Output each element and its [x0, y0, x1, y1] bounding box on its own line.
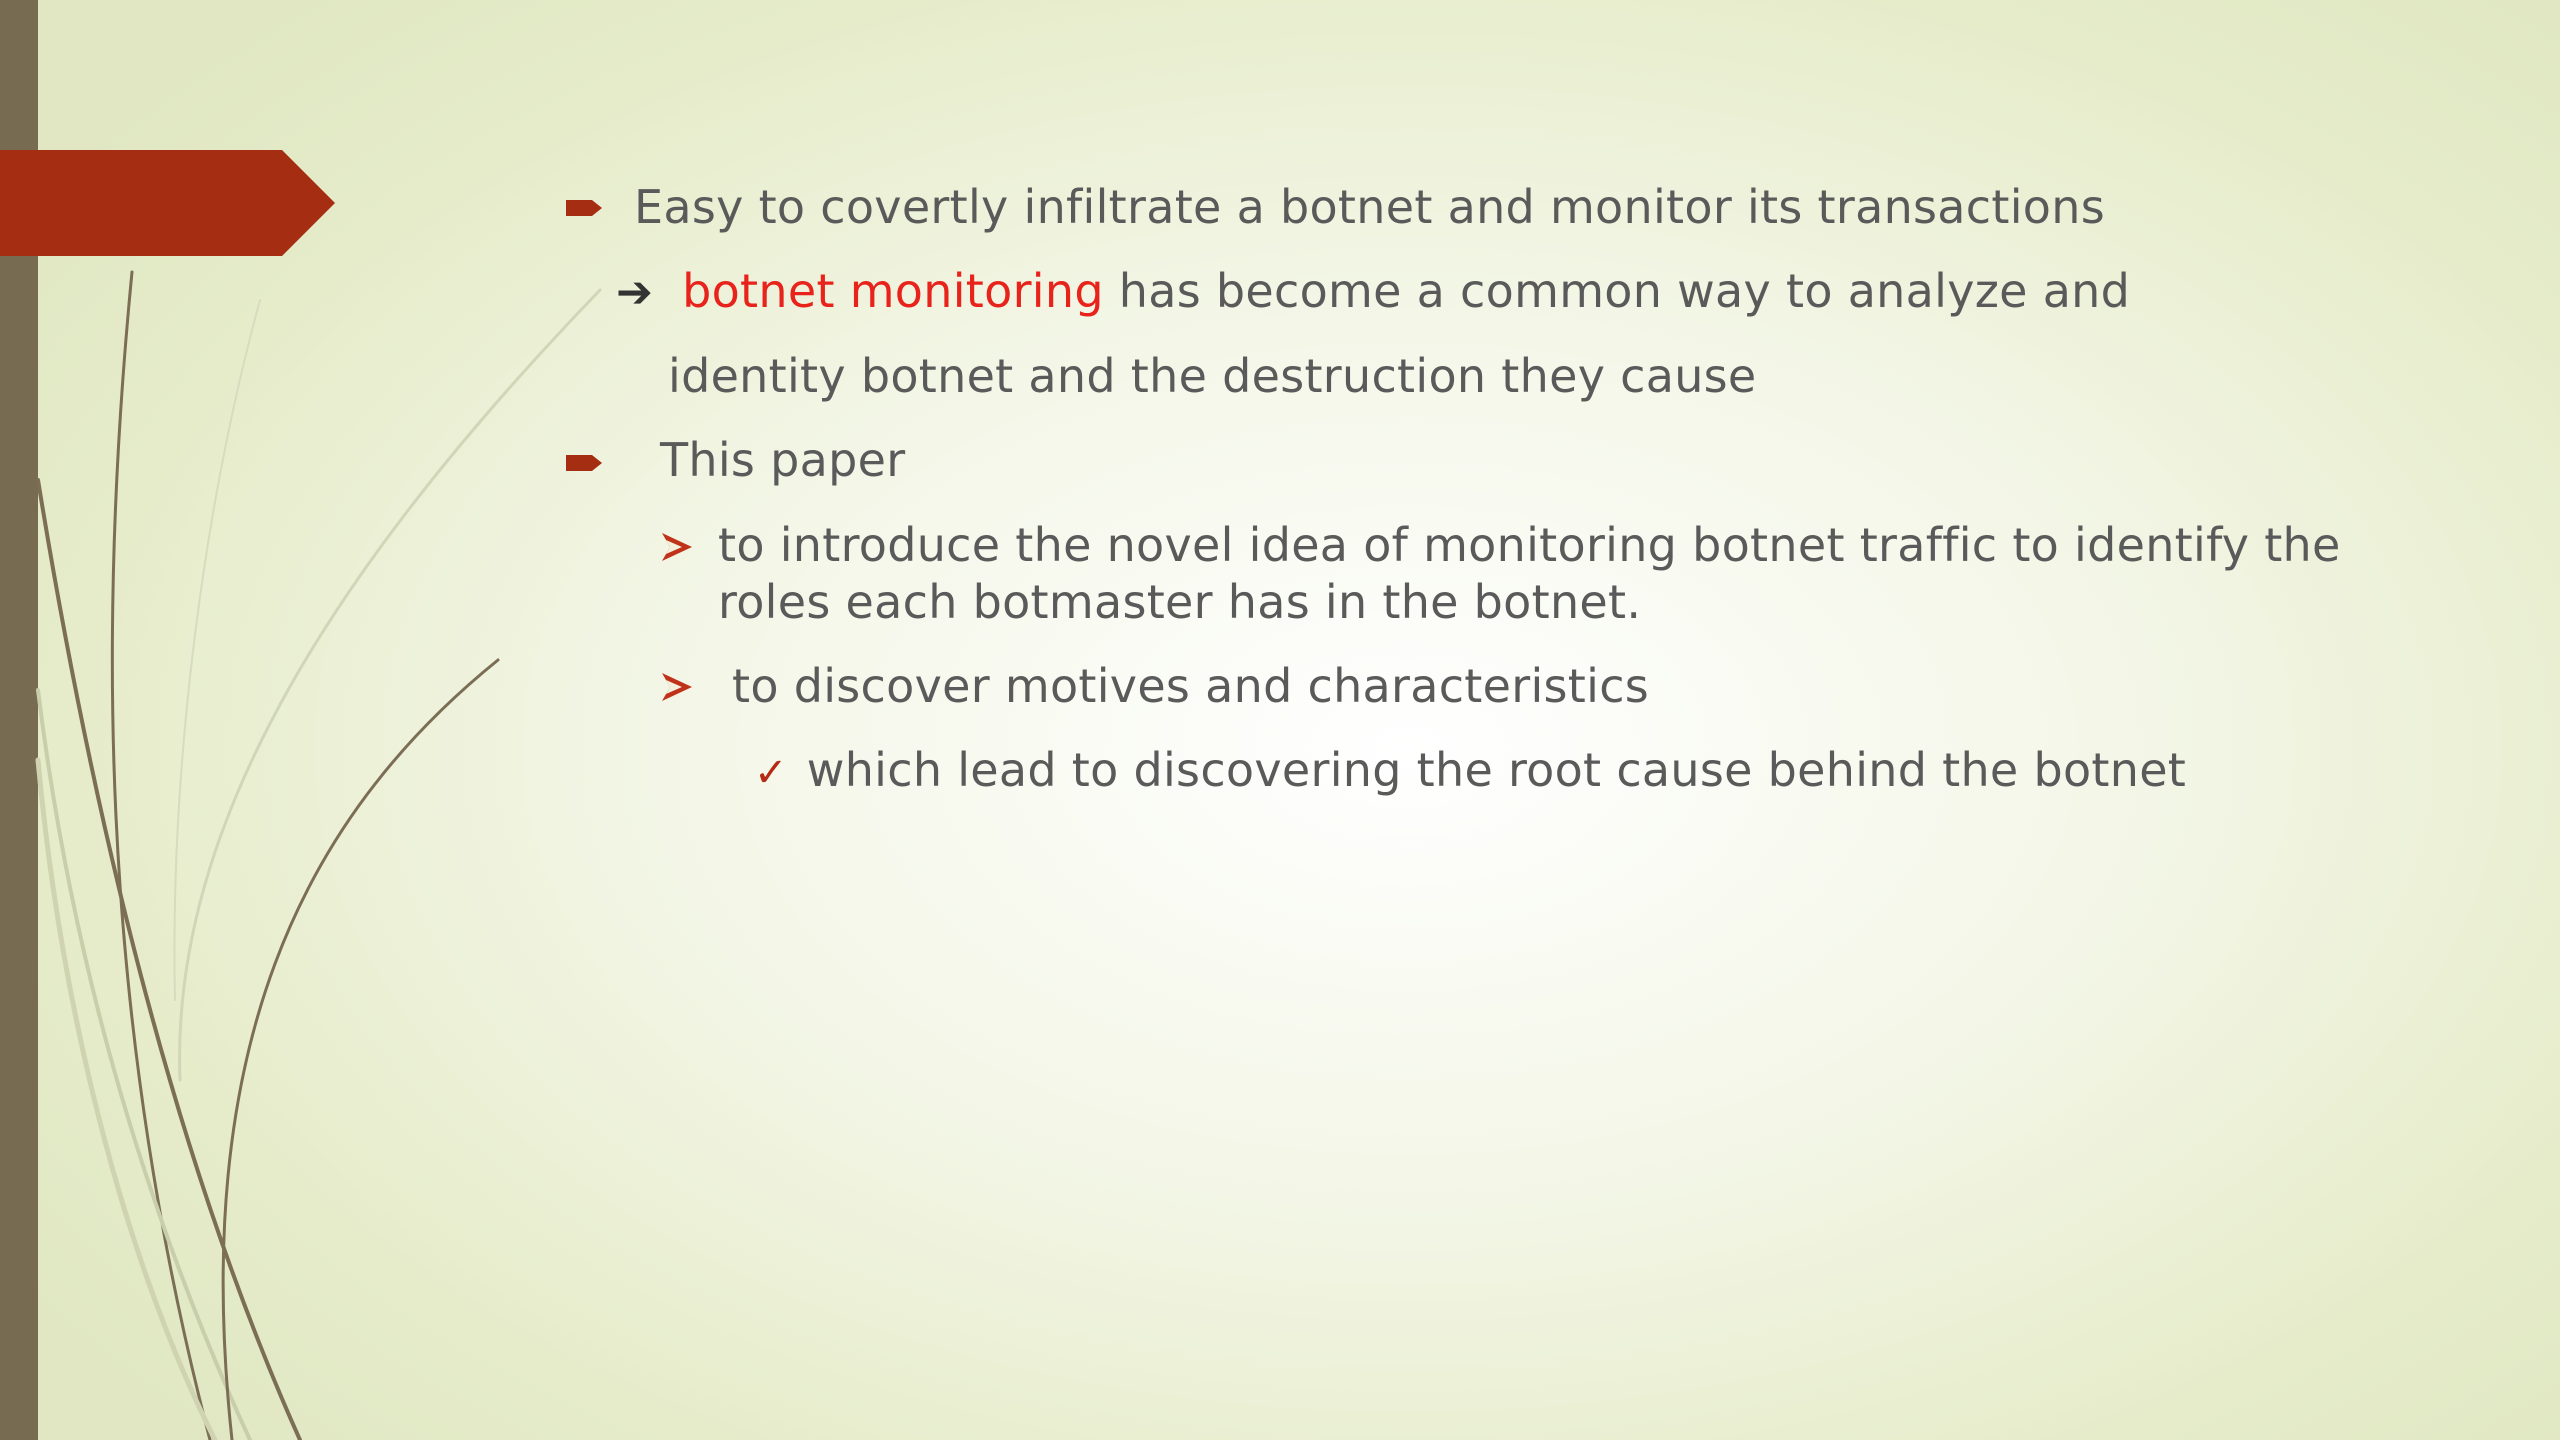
right-arrow-icon: ➔	[616, 267, 654, 318]
arrow-tag-bullet-icon	[564, 448, 604, 478]
botnet-monitoring-highlight: botnet monitoring	[682, 264, 1104, 318]
arrow-tag-bullet-icon	[564, 193, 604, 223]
checkmark-icon: ✓	[754, 750, 788, 796]
bullet-1-sub	[616, 263, 2130, 321]
arrowhead-bullet-icon	[660, 530, 694, 564]
bullet-2-sub-2-sub-text: which lead to discovering the root cause behind the botnet	[806, 743, 2187, 797]
bullet-1-sub-continuation: identity botnet and the destruction they cause	[668, 349, 1757, 403]
bullet-1-sub-text: has become a common way to analyze and	[1103, 264, 2131, 318]
arrowhead-bullet-icon	[660, 670, 694, 704]
bullet-2-sub-1-line-2: roles each botmaster has in the botnet.	[718, 575, 1642, 629]
bullet-2-sub-2-text: to discover motives and characteristics	[732, 659, 1650, 713]
bullet-2-sub-2-sub	[754, 742, 2186, 801]
bullet-1-text: Easy to covertly infiltrate a botnet and monitor its transactions	[634, 180, 2105, 234]
bullet-2-text: This paper	[660, 433, 906, 487]
bullet-2-sub-1-line-1: to introduce the novel idea of monitoring botnet traffic to identify the	[718, 518, 2341, 572]
